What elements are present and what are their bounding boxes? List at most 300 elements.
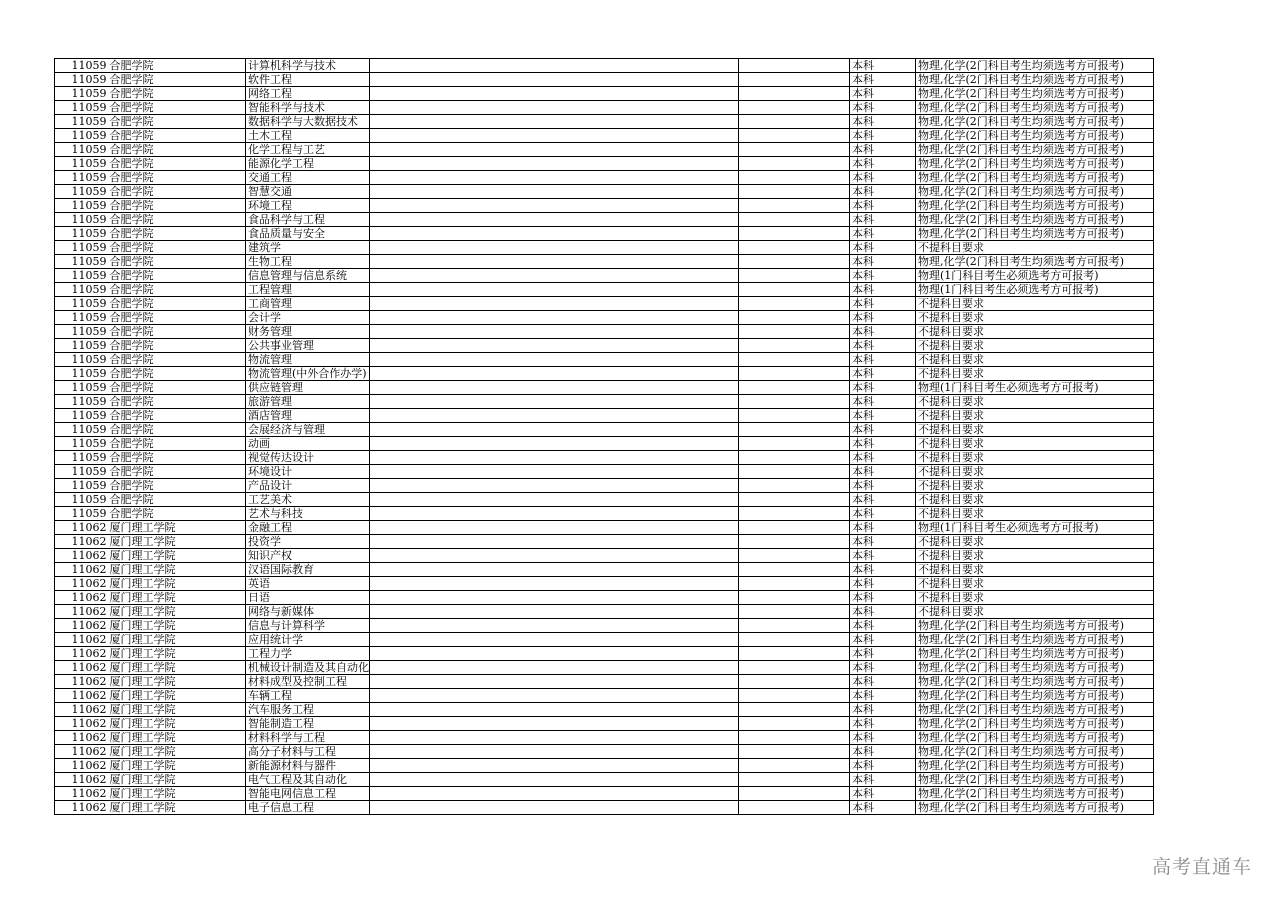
remark-cell <box>370 801 739 815</box>
table-row <box>55 87 1154 101</box>
subject-requirement-cell: 物理,化学(2门科目考生均须选考方可报考) <box>916 801 1154 815</box>
level-cell: 本科 <box>850 213 916 227</box>
school-code-cell: 11062 <box>55 535 108 549</box>
school-code-cell: 11059 <box>55 129 108 143</box>
subject-requirement-cell: 不提科目要求 <box>916 577 1154 591</box>
school-code-cell: 11059 <box>55 311 108 325</box>
school-code-cell: 11062 <box>55 703 108 717</box>
blank-cell <box>739 591 850 605</box>
remark-cell <box>370 717 739 731</box>
level-cell: 本科 <box>850 717 916 731</box>
remark-cell <box>370 241 739 255</box>
school-code-cell: 11062 <box>55 577 108 591</box>
school-code-cell: 11059 <box>55 185 108 199</box>
school-code-cell: 11059 <box>55 339 108 353</box>
subject-requirement-cell: 物理(1门科目考生必须选考方可报考) <box>916 269 1154 283</box>
subject-requirement-cell: 物理,化学(2门科目考生均须选考方可报考) <box>916 115 1154 129</box>
blank-cell <box>739 367 850 381</box>
major-name-cell: 信息管理与信息系统 <box>246 269 370 283</box>
school-code-cell: 11062 <box>55 787 108 801</box>
school-name-cell: 厦门理工学院 <box>108 801 246 815</box>
remark-cell <box>370 367 739 381</box>
level-cell: 本科 <box>850 675 916 689</box>
remark-cell <box>370 647 739 661</box>
school-name-cell: 合肥学院 <box>108 465 246 479</box>
school-name-cell: 合肥学院 <box>108 437 246 451</box>
table-row <box>55 115 1154 129</box>
school-name-cell: 合肥学院 <box>108 493 246 507</box>
school-code-cell: 11059 <box>55 507 108 521</box>
subject-requirement-cell: 不提科目要求 <box>916 311 1154 325</box>
blank-cell <box>739 59 850 73</box>
major-name-cell: 产品设计 <box>246 479 370 493</box>
school-code-cell: 11062 <box>55 689 108 703</box>
subject-requirement-cell: 物理(1门科目考生必须选考方可报考) <box>916 381 1154 395</box>
level-cell: 本科 <box>850 703 916 717</box>
blank-cell <box>739 479 850 493</box>
table-row <box>55 353 1154 367</box>
blank-cell <box>739 787 850 801</box>
remark-cell <box>370 437 739 451</box>
level-cell: 本科 <box>850 563 916 577</box>
table-row <box>55 591 1154 605</box>
subject-requirement-cell: 不提科目要求 <box>916 325 1154 339</box>
table-row <box>55 283 1154 297</box>
subject-requirement-cell: 不提科目要求 <box>916 591 1154 605</box>
school-name-cell: 厦门理工学院 <box>108 787 246 801</box>
remark-cell <box>370 563 739 577</box>
school-code-cell: 11062 <box>55 661 108 675</box>
remark-cell <box>370 689 739 703</box>
subject-requirement-cell: 物理,化学(2门科目考生均须选考方可报考) <box>916 745 1154 759</box>
school-code-cell: 11062 <box>55 717 108 731</box>
school-code-cell: 11062 <box>55 745 108 759</box>
school-name-cell: 厦门理工学院 <box>108 577 246 591</box>
blank-cell <box>739 199 850 213</box>
school-code-cell: 11059 <box>55 325 108 339</box>
remark-cell <box>370 759 739 773</box>
remark-cell <box>370 353 739 367</box>
major-name-cell: 动画 <box>246 437 370 451</box>
table-row <box>55 101 1154 115</box>
level-cell: 本科 <box>850 269 916 283</box>
blank-cell <box>739 157 850 171</box>
major-name-cell: 工程力学 <box>246 647 370 661</box>
remark-cell <box>370 59 739 73</box>
table-row <box>55 745 1154 759</box>
major-name-cell: 智能电网信息工程 <box>246 787 370 801</box>
subject-requirement-cell: 物理,化学(2门科目考生均须选考方可报考) <box>916 101 1154 115</box>
subject-requirement-cell: 不提科目要求 <box>916 353 1154 367</box>
subject-requirement-cell: 不提科目要求 <box>916 479 1154 493</box>
level-cell: 本科 <box>850 479 916 493</box>
blank-cell <box>739 465 850 479</box>
major-name-cell: 数据科学与大数据技术 <box>246 115 370 129</box>
subject-requirement-cell: 物理,化学(2门科目考生均须选考方可报考) <box>916 129 1154 143</box>
remark-cell <box>370 185 739 199</box>
major-name-cell: 英语 <box>246 577 370 591</box>
major-name-cell: 电气工程及其自动化 <box>246 773 370 787</box>
blank-cell <box>739 87 850 101</box>
level-cell: 本科 <box>850 255 916 269</box>
subject-requirement-cell: 不提科目要求 <box>916 297 1154 311</box>
level-cell: 本科 <box>850 339 916 353</box>
remark-cell <box>370 521 739 535</box>
school-code-cell: 11059 <box>55 479 108 493</box>
school-name-cell: 合肥学院 <box>108 171 246 185</box>
level-cell: 本科 <box>850 423 916 437</box>
remark-cell <box>370 535 739 549</box>
table-row <box>55 801 1154 815</box>
remark-cell <box>370 451 739 465</box>
subject-requirement-cell: 不提科目要求 <box>916 535 1154 549</box>
major-name-cell: 材料科学与工程 <box>246 731 370 745</box>
major-name-cell: 会展经济与管理 <box>246 423 370 437</box>
table-row <box>55 675 1154 689</box>
subject-requirement-cell: 物理,化学(2门科目考生均须选考方可报考) <box>916 689 1154 703</box>
table-row <box>55 507 1154 521</box>
major-name-cell: 物流管理(中外合作办学) <box>246 367 370 381</box>
level-cell: 本科 <box>850 507 916 521</box>
level-cell: 本科 <box>850 115 916 129</box>
school-name-cell: 合肥学院 <box>108 507 246 521</box>
blank-cell <box>739 395 850 409</box>
table-row <box>55 241 1154 255</box>
level-cell: 本科 <box>850 605 916 619</box>
major-name-cell: 公共事业管理 <box>246 339 370 353</box>
level-cell: 本科 <box>850 101 916 115</box>
subject-requirement-cell: 物理,化学(2门科目考生均须选考方可报考) <box>916 213 1154 227</box>
school-name-cell: 厦门理工学院 <box>108 549 246 563</box>
subject-requirement-cell: 物理,化学(2门科目考生均须选考方可报考) <box>916 661 1154 675</box>
level-cell: 本科 <box>850 157 916 171</box>
major-name-cell: 食品质量与安全 <box>246 227 370 241</box>
remark-cell <box>370 773 739 787</box>
major-name-cell: 酒店管理 <box>246 409 370 423</box>
remark-cell <box>370 129 739 143</box>
remark-cell <box>370 675 739 689</box>
level-cell: 本科 <box>850 395 916 409</box>
school-name-cell: 合肥学院 <box>108 185 246 199</box>
table-row <box>55 367 1154 381</box>
level-cell: 本科 <box>850 787 916 801</box>
school-name-cell: 合肥学院 <box>108 157 246 171</box>
remark-cell <box>370 213 739 227</box>
blank-cell <box>739 255 850 269</box>
table-row <box>55 479 1154 493</box>
school-name-cell: 合肥学院 <box>108 395 246 409</box>
remark-cell <box>370 423 739 437</box>
subject-requirement-cell: 不提科目要求 <box>916 451 1154 465</box>
subject-requirement-cell: 物理(1门科目考生必须选考方可报考) <box>916 283 1154 297</box>
blank-cell <box>739 241 850 255</box>
school-code-cell: 11062 <box>55 591 108 605</box>
major-name-cell: 材料成型及控制工程 <box>246 675 370 689</box>
level-cell: 本科 <box>850 759 916 773</box>
school-code-cell: 11059 <box>55 87 108 101</box>
blank-cell <box>739 801 850 815</box>
subject-requirement-cell: 物理,化学(2门科目考生均须选考方可报考) <box>916 633 1154 647</box>
subject-requirement-cell: 物理,化学(2门科目考生均须选考方可报考) <box>916 703 1154 717</box>
school-code-cell: 11059 <box>55 451 108 465</box>
major-name-cell: 供应链管理 <box>246 381 370 395</box>
major-name-cell: 环境工程 <box>246 199 370 213</box>
major-name-cell: 机械设计制造及其自动化 <box>246 661 370 675</box>
major-name-cell: 网络与新媒体 <box>246 605 370 619</box>
subject-requirement-cell: 物理,化学(2门科目考生均须选考方可报考) <box>916 675 1154 689</box>
blank-cell <box>739 339 850 353</box>
remark-cell <box>370 115 739 129</box>
blank-cell <box>739 493 850 507</box>
major-name-cell: 信息与计算科学 <box>246 619 370 633</box>
remark-cell <box>370 619 739 633</box>
school-name-cell: 合肥学院 <box>108 129 246 143</box>
major-name-cell: 工艺美术 <box>246 493 370 507</box>
table-row <box>55 185 1154 199</box>
remark-cell <box>370 479 739 493</box>
remark-cell <box>370 493 739 507</box>
admission-requirements-table <box>54 58 1154 815</box>
remark-cell <box>370 73 739 87</box>
subject-requirement-cell: 物理,化学(2门科目考生均须选考方可报考) <box>916 143 1154 157</box>
school-code-cell: 11059 <box>55 269 108 283</box>
school-code-cell: 11059 <box>55 381 108 395</box>
school-code-cell: 11059 <box>55 241 108 255</box>
blank-cell <box>739 143 850 157</box>
major-name-cell: 高分子材料与工程 <box>246 745 370 759</box>
subject-requirement-cell: 物理,化学(2门科目考生均须选考方可报考) <box>916 255 1154 269</box>
level-cell: 本科 <box>850 325 916 339</box>
blank-cell <box>739 283 850 297</box>
blank-cell <box>739 101 850 115</box>
subject-requirement-cell: 不提科目要求 <box>916 465 1154 479</box>
level-cell: 本科 <box>850 521 916 535</box>
remark-cell <box>370 199 739 213</box>
blank-cell <box>739 703 850 717</box>
school-name-cell: 合肥学院 <box>108 227 246 241</box>
school-code-cell: 11059 <box>55 395 108 409</box>
school-code-cell: 11059 <box>55 171 108 185</box>
remark-cell <box>370 311 739 325</box>
subject-requirement-cell: 物理,化学(2门科目考生均须选考方可报考) <box>916 647 1154 661</box>
table-row <box>55 787 1154 801</box>
school-code-cell: 11059 <box>55 493 108 507</box>
level-cell: 本科 <box>850 59 916 73</box>
table-row <box>55 773 1154 787</box>
remark-cell <box>370 591 739 605</box>
school-name-cell: 合肥学院 <box>108 353 246 367</box>
subject-requirement-cell: 物理,化学(2门科目考生均须选考方可报考) <box>916 199 1154 213</box>
major-name-cell: 化学工程与工艺 <box>246 143 370 157</box>
table-row <box>55 549 1154 563</box>
blank-cell <box>739 521 850 535</box>
blank-cell <box>739 773 850 787</box>
school-name-cell: 厦门理工学院 <box>108 563 246 577</box>
level-cell: 本科 <box>850 647 916 661</box>
level-cell: 本科 <box>850 129 916 143</box>
major-name-cell: 智能科学与技术 <box>246 101 370 115</box>
blank-cell <box>739 297 850 311</box>
school-code-cell: 11062 <box>55 549 108 563</box>
remark-cell <box>370 283 739 297</box>
remark-cell <box>370 745 739 759</box>
table-row <box>55 619 1154 633</box>
major-name-cell: 财务管理 <box>246 325 370 339</box>
table-row <box>55 157 1154 171</box>
school-code-cell: 11059 <box>55 157 108 171</box>
level-cell: 本科 <box>850 661 916 675</box>
school-name-cell: 厦门理工学院 <box>108 745 246 759</box>
school-code-cell: 11059 <box>55 353 108 367</box>
level-cell: 本科 <box>850 171 916 185</box>
table-row <box>55 311 1154 325</box>
remark-cell <box>370 409 739 423</box>
remark-cell <box>370 395 739 409</box>
table-row <box>55 423 1154 437</box>
subject-requirement-cell: 不提科目要求 <box>916 549 1154 563</box>
major-name-cell: 车辆工程 <box>246 689 370 703</box>
blank-cell <box>739 717 850 731</box>
school-code-cell: 11059 <box>55 101 108 115</box>
level-cell: 本科 <box>850 283 916 297</box>
remark-cell <box>370 577 739 591</box>
table-row <box>55 297 1154 311</box>
major-name-cell: 电子信息工程 <box>246 801 370 815</box>
level-cell: 本科 <box>850 591 916 605</box>
blank-cell <box>739 115 850 129</box>
remark-cell <box>370 381 739 395</box>
major-name-cell: 应用统计学 <box>246 633 370 647</box>
level-cell: 本科 <box>850 437 916 451</box>
remark-cell <box>370 633 739 647</box>
school-name-cell: 合肥学院 <box>108 409 246 423</box>
remark-cell <box>370 661 739 675</box>
table-body <box>55 59 1154 815</box>
school-code-cell: 11059 <box>55 255 108 269</box>
school-name-cell: 厦门理工学院 <box>108 689 246 703</box>
blank-cell <box>739 227 850 241</box>
table-row <box>55 325 1154 339</box>
school-name-cell: 合肥学院 <box>108 325 246 339</box>
major-name-cell: 建筑学 <box>246 241 370 255</box>
level-cell: 本科 <box>850 465 916 479</box>
major-name-cell: 汉语国际教育 <box>246 563 370 577</box>
school-name-cell: 合肥学院 <box>108 283 246 297</box>
school-code-cell: 11059 <box>55 297 108 311</box>
table-row <box>55 647 1154 661</box>
blank-cell <box>739 311 850 325</box>
table-row <box>55 661 1154 675</box>
school-code-cell: 11059 <box>55 199 108 213</box>
blank-cell <box>739 269 850 283</box>
school-name-cell: 厦门理工学院 <box>108 591 246 605</box>
table-row <box>55 143 1154 157</box>
blank-cell <box>739 661 850 675</box>
school-name-cell: 厦门理工学院 <box>108 773 246 787</box>
school-name-cell: 合肥学院 <box>108 423 246 437</box>
school-code-cell: 11059 <box>55 73 108 87</box>
table-row <box>55 213 1154 227</box>
school-code-cell: 11059 <box>55 283 108 297</box>
school-code-cell: 11062 <box>55 773 108 787</box>
major-name-cell: 会计学 <box>246 311 370 325</box>
remark-cell <box>370 87 739 101</box>
subject-requirement-cell: 物理,化学(2门科目考生均须选考方可报考) <box>916 171 1154 185</box>
school-name-cell: 合肥学院 <box>108 381 246 395</box>
blank-cell <box>739 409 850 423</box>
remark-cell <box>370 549 739 563</box>
school-code-cell: 11062 <box>55 633 108 647</box>
school-name-cell: 合肥学院 <box>108 339 246 353</box>
blank-cell <box>739 451 850 465</box>
subject-requirement-cell: 物理,化学(2门科目考生均须选考方可报考) <box>916 731 1154 745</box>
school-name-cell: 厦门理工学院 <box>108 717 246 731</box>
school-code-cell: 11059 <box>55 143 108 157</box>
level-cell: 本科 <box>850 689 916 703</box>
major-name-cell: 投资学 <box>246 535 370 549</box>
table-row <box>55 535 1154 549</box>
table-row <box>55 269 1154 283</box>
table-row <box>55 605 1154 619</box>
remark-cell <box>370 157 739 171</box>
subject-requirement-cell: 不提科目要求 <box>916 437 1154 451</box>
remark-cell <box>370 731 739 745</box>
remark-cell <box>370 325 739 339</box>
subject-requirement-cell: 不提科目要求 <box>916 423 1154 437</box>
table-row <box>55 395 1154 409</box>
school-name-cell: 合肥学院 <box>108 311 246 325</box>
level-cell: 本科 <box>850 87 916 101</box>
school-name-cell: 厦门理工学院 <box>108 731 246 745</box>
blank-cell <box>739 437 850 451</box>
remark-cell <box>370 227 739 241</box>
remark-cell <box>370 703 739 717</box>
remark-cell <box>370 465 739 479</box>
table-row <box>55 381 1154 395</box>
remark-cell <box>370 171 739 185</box>
major-name-cell: 智慧交通 <box>246 185 370 199</box>
blank-cell <box>739 185 850 199</box>
level-cell: 本科 <box>850 451 916 465</box>
table-row <box>55 563 1154 577</box>
school-name-cell: 合肥学院 <box>108 101 246 115</box>
school-name-cell: 合肥学院 <box>108 143 246 157</box>
level-cell: 本科 <box>850 367 916 381</box>
school-code-cell: 11059 <box>55 465 108 479</box>
major-name-cell: 金融工程 <box>246 521 370 535</box>
blank-cell <box>739 353 850 367</box>
table-row <box>55 577 1154 591</box>
school-code-cell: 11059 <box>55 367 108 381</box>
blank-cell <box>739 73 850 87</box>
school-name-cell: 合肥学院 <box>108 255 246 269</box>
blank-cell <box>739 675 850 689</box>
level-cell: 本科 <box>850 535 916 549</box>
major-name-cell: 智能制造工程 <box>246 717 370 731</box>
school-name-cell: 合肥学院 <box>108 115 246 129</box>
school-name-cell: 厦门理工学院 <box>108 535 246 549</box>
subject-requirement-cell: 不提科目要求 <box>916 395 1154 409</box>
major-name-cell: 食品科学与工程 <box>246 213 370 227</box>
subject-requirement-cell: 不提科目要求 <box>916 367 1154 381</box>
major-name-cell: 工商管理 <box>246 297 370 311</box>
school-name-cell: 厦门理工学院 <box>108 675 246 689</box>
level-cell: 本科 <box>850 227 916 241</box>
table-row <box>55 409 1154 423</box>
school-code-cell: 11059 <box>55 423 108 437</box>
school-name-cell: 合肥学院 <box>108 199 246 213</box>
blank-cell <box>739 129 850 143</box>
